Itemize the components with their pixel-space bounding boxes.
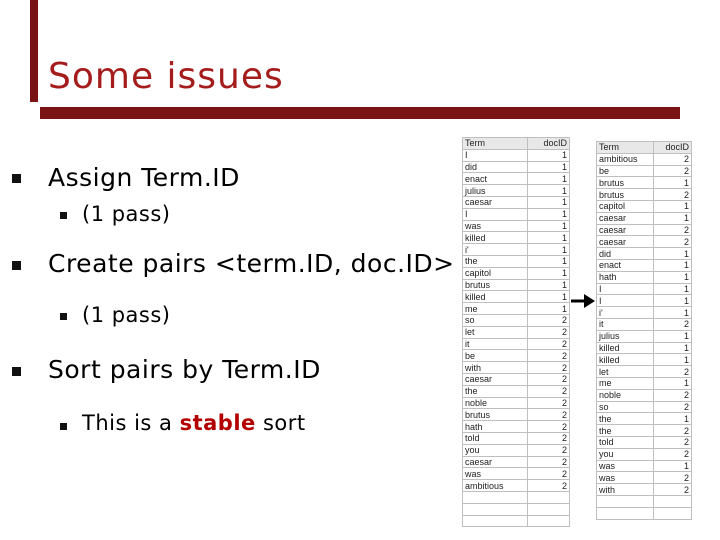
- docid-cell: 1: [527, 255, 569, 267]
- table-row: [597, 425, 692, 437]
- slide-title: Some issues: [48, 56, 284, 97]
- docid-cell: 1: [654, 283, 692, 295]
- term-cell: killed: [597, 342, 654, 354]
- table-row: [597, 236, 692, 248]
- docid-cell: 1: [527, 161, 569, 173]
- bullet-assign-termid: Assign Term.ID: [48, 163, 240, 192]
- docid-cell: 2: [527, 409, 569, 421]
- table-row: [597, 472, 692, 484]
- docid-cell: 1: [654, 177, 692, 189]
- term-cell: told: [463, 432, 528, 444]
- docid-cell: 1: [654, 200, 692, 212]
- term-cell: I: [597, 295, 654, 307]
- term-cell: ambitious: [463, 480, 528, 492]
- table-row: [597, 484, 692, 496]
- docid-cell: 2: [527, 480, 569, 492]
- table-row: [463, 185, 570, 197]
- docid-cell: 1: [527, 149, 569, 161]
- table-row: [597, 307, 692, 319]
- docid-cell: 2: [654, 425, 692, 437]
- header-docid: docID: [654, 142, 692, 154]
- table-row: [463, 362, 570, 374]
- term-cell: brutus: [597, 189, 654, 201]
- docid-cell: 1: [527, 220, 569, 232]
- docid-cell: 1: [527, 303, 569, 315]
- empty-cell: [527, 515, 569, 527]
- docid-cell: 1: [527, 291, 569, 303]
- table-row: [597, 354, 692, 366]
- docid-cell: 1: [654, 307, 692, 319]
- sub-bullet-stable-sort: [82, 411, 306, 435]
- term-cell: julius: [463, 185, 528, 197]
- term-cell: caesar: [463, 196, 528, 208]
- table-row: [463, 232, 570, 244]
- table-row: [463, 432, 570, 444]
- term-cell: told: [597, 436, 654, 448]
- term-cell: it: [463, 338, 528, 350]
- docid-cell: 2: [527, 373, 569, 385]
- docid-cell: 2: [654, 236, 692, 248]
- table-row: [597, 295, 692, 307]
- docid-cell: 1: [527, 208, 569, 220]
- docid-cell: 2: [654, 448, 692, 460]
- empty-cell: [527, 503, 569, 515]
- table-row: [463, 480, 570, 492]
- term-cell: brutus: [463, 279, 528, 291]
- term-cell: be: [597, 165, 654, 177]
- table-row: [463, 468, 570, 480]
- table-row: [597, 224, 692, 236]
- empty-table-row: [463, 515, 570, 527]
- docid-cell: 1: [527, 185, 569, 197]
- docid-cell: 2: [527, 314, 569, 326]
- term-cell: caesar: [597, 212, 654, 224]
- term-cell: the: [463, 385, 528, 397]
- table-row: [463, 373, 570, 385]
- term-docid-table-unsorted: [462, 137, 570, 527]
- docid-cell: 1: [654, 460, 692, 472]
- table-row: [463, 397, 570, 409]
- sub-bullet-text-post: sort: [255, 411, 306, 435]
- table-row: [597, 413, 692, 425]
- table-row: [597, 318, 692, 330]
- term-cell: you: [597, 448, 654, 460]
- term-cell: did: [463, 161, 528, 173]
- term-cell: caesar: [597, 224, 654, 236]
- table-row: [597, 189, 692, 201]
- docid-cell: 1: [654, 248, 692, 260]
- table-row: [597, 330, 692, 342]
- term-cell: julius: [597, 330, 654, 342]
- docid-cell: 1: [527, 244, 569, 256]
- table-row: [597, 153, 692, 165]
- docid-cell: 2: [654, 153, 692, 165]
- docid-cell: 2: [527, 444, 569, 456]
- docid-cell: 2: [654, 366, 692, 378]
- term-cell: was: [463, 468, 528, 480]
- docid-cell: 2: [527, 468, 569, 480]
- term-cell: with: [463, 362, 528, 374]
- term-cell: was: [597, 460, 654, 472]
- term-cell: me: [463, 303, 528, 315]
- docid-cell: 2: [527, 350, 569, 362]
- docid-cell: 2: [654, 401, 692, 413]
- table-row: [463, 208, 570, 220]
- empty-cell: [463, 515, 528, 527]
- term-cell: me: [597, 377, 654, 389]
- term-cell: capitol: [463, 267, 528, 279]
- table-row: [463, 149, 570, 161]
- term-cell: brutus: [597, 177, 654, 189]
- term-cell: so: [597, 401, 654, 413]
- sub-bullet-pass-2: (1 pass): [82, 303, 171, 327]
- docid-cell: 2: [654, 224, 692, 236]
- docid-cell: 2: [654, 484, 692, 496]
- docid-cell: 2: [654, 472, 692, 484]
- term-cell: killed: [463, 291, 528, 303]
- table-row: [597, 177, 692, 189]
- docid-cell: 1: [654, 342, 692, 354]
- docid-cell: 1: [654, 354, 692, 366]
- table-row: [597, 259, 692, 271]
- term-cell: noble: [463, 397, 528, 409]
- term-cell: let: [597, 366, 654, 378]
- table-row: [463, 244, 570, 256]
- term-cell: the: [597, 413, 654, 425]
- table-row: [597, 342, 692, 354]
- term-cell: caesar: [463, 456, 528, 468]
- empty-cell: [654, 495, 692, 507]
- docid-cell: 1: [527, 173, 569, 185]
- table-row: [597, 366, 692, 378]
- sub-bullet-text-pre: This is a: [82, 411, 180, 435]
- bullet-square-icon: [60, 212, 67, 219]
- docid-cell: 2: [527, 432, 569, 444]
- term-cell: I: [597, 283, 654, 295]
- term-cell: I: [463, 149, 528, 161]
- table-row: [597, 165, 692, 177]
- term-cell: brutus: [463, 409, 528, 421]
- term-cell: hath: [463, 421, 528, 433]
- docid-cell: 2: [654, 318, 692, 330]
- table-row: [463, 421, 570, 433]
- docid-cell: 2: [527, 456, 569, 468]
- table-row: [463, 326, 570, 338]
- term-cell: killed: [463, 232, 528, 244]
- empty-cell: [597, 495, 654, 507]
- table-row: [463, 196, 570, 208]
- term-cell: killed: [597, 354, 654, 366]
- docid-cell: 1: [527, 279, 569, 291]
- table-row: [463, 314, 570, 326]
- term-cell: with: [597, 484, 654, 496]
- term-cell: noble: [597, 389, 654, 401]
- table-row: [463, 385, 570, 397]
- table-row: [463, 173, 570, 185]
- table-row: [463, 338, 570, 350]
- table-row: [463, 350, 570, 362]
- term-cell: enact: [597, 259, 654, 271]
- bullet-square-icon: [12, 367, 21, 376]
- docid-cell: 2: [527, 326, 569, 338]
- bullet-create-pairs: Create pairs <term.ID, doc.ID>: [48, 249, 455, 278]
- empty-cell: [597, 507, 654, 519]
- empty-table-row: [597, 507, 692, 519]
- bullet-square-icon: [12, 261, 21, 270]
- bullet-square-icon: [12, 174, 21, 183]
- table-row: [463, 444, 570, 456]
- term-cell: i': [597, 307, 654, 319]
- term-cell: caesar: [597, 236, 654, 248]
- term-cell: caesar: [463, 373, 528, 385]
- docid-cell: 2: [654, 389, 692, 401]
- header-term: Term: [463, 138, 528, 150]
- right-arrow-icon: [571, 293, 595, 312]
- docid-cell: 1: [654, 259, 692, 271]
- table-row: [463, 303, 570, 315]
- docid-cell: 2: [527, 338, 569, 350]
- accent-bar-vertical: [30, 0, 38, 102]
- docid-cell: 2: [654, 436, 692, 448]
- term-cell: was: [597, 472, 654, 484]
- empty-table-row: [597, 495, 692, 507]
- docid-cell: 1: [654, 330, 692, 342]
- table-row: [597, 436, 692, 448]
- table-header-row: [463, 138, 570, 150]
- term-cell: i': [463, 244, 528, 256]
- empty-cell: [463, 503, 528, 515]
- docid-cell: 2: [654, 165, 692, 177]
- term-cell: I: [463, 208, 528, 220]
- bullet-square-icon: [60, 313, 67, 320]
- term-cell: ambitious: [597, 153, 654, 165]
- docid-cell: 1: [654, 413, 692, 425]
- sub-bullet-pass-1: (1 pass): [82, 202, 171, 226]
- table-row: [463, 161, 570, 173]
- docid-cell: 2: [527, 421, 569, 433]
- table-row: [597, 448, 692, 460]
- docid-cell: 1: [654, 295, 692, 307]
- table-row: [597, 377, 692, 389]
- bullet-sort-pairs: Sort pairs by Term.ID: [48, 355, 321, 384]
- table-header-row: [597, 142, 692, 154]
- empty-table-row: [463, 503, 570, 515]
- table-row: [463, 291, 570, 303]
- docid-cell: 2: [527, 362, 569, 374]
- term-cell: enact: [463, 173, 528, 185]
- empty-table-row: [463, 491, 570, 503]
- table-row: [463, 456, 570, 468]
- docid-cell: 1: [527, 267, 569, 279]
- term-cell: the: [597, 425, 654, 437]
- term-cell: you: [463, 444, 528, 456]
- header-docid: docID: [527, 138, 569, 150]
- term-cell: hath: [597, 271, 654, 283]
- accent-bar-horizontal: [40, 107, 680, 119]
- header-term: Term: [597, 142, 654, 154]
- term-cell: capitol: [597, 200, 654, 212]
- term-cell: was: [463, 220, 528, 232]
- term-cell: the: [463, 255, 528, 267]
- table-row: [597, 460, 692, 472]
- table-row: [463, 409, 570, 421]
- term-cell: so: [463, 314, 528, 326]
- table-row: [597, 200, 692, 212]
- term-cell: did: [597, 248, 654, 260]
- empty-cell: [654, 507, 692, 519]
- term-cell: be: [463, 350, 528, 362]
- table-row: [463, 279, 570, 291]
- stable-emphasis: stable: [179, 411, 256, 435]
- term-docid-table-sorted: [596, 141, 692, 520]
- table-row: [463, 267, 570, 279]
- docid-cell: 1: [654, 271, 692, 283]
- docid-cell: 2: [654, 189, 692, 201]
- docid-cell: 1: [654, 377, 692, 389]
- docid-cell: 2: [527, 385, 569, 397]
- term-cell: let: [463, 326, 528, 338]
- table-row: [597, 401, 692, 413]
- table-row: [597, 389, 692, 401]
- empty-cell: [527, 491, 569, 503]
- table-row: [463, 255, 570, 267]
- table-row: [463, 220, 570, 232]
- term-cell: it: [597, 318, 654, 330]
- empty-cell: [463, 491, 528, 503]
- table-row: [597, 283, 692, 295]
- table-row: [597, 248, 692, 260]
- docid-cell: 1: [527, 232, 569, 244]
- docid-cell: 2: [527, 397, 569, 409]
- table-row: [597, 212, 692, 224]
- docid-cell: 1: [654, 212, 692, 224]
- bullet-square-icon: [60, 423, 67, 430]
- docid-cell: 1: [527, 196, 569, 208]
- table-row: [597, 271, 692, 283]
